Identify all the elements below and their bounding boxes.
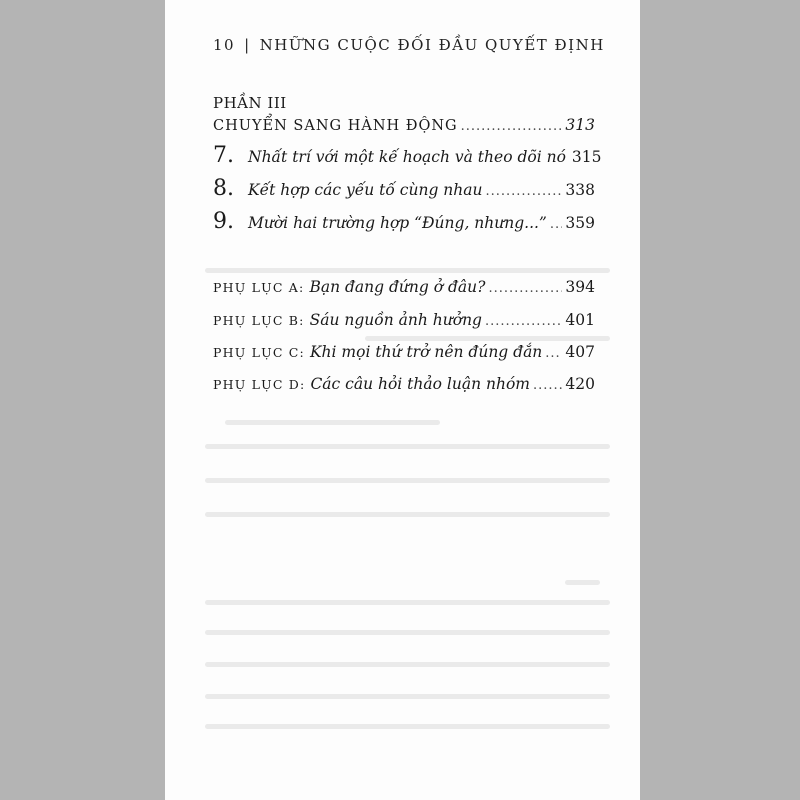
appendix-title: Các câu hỏi thảo luận nhóm bbox=[310, 375, 530, 393]
appendix-label: PHỤ LỤC A: bbox=[213, 280, 305, 295]
chapter-page: 315 bbox=[571, 148, 602, 166]
bleed-through-line bbox=[205, 512, 610, 517]
dot-leader bbox=[488, 281, 562, 296]
chapter-number: 8. bbox=[213, 176, 234, 201]
bleed-through-line bbox=[205, 268, 610, 273]
appendix-page: 407 bbox=[565, 343, 595, 361]
chapter-title: Mười hai trường hợp “Đúng, nhưng...” bbox=[248, 214, 547, 232]
header-book-title: NHỮNG CUỘC ĐỐI ĐẦU QUYẾT ĐỊNH bbox=[259, 36, 605, 54]
bleed-through-line bbox=[225, 420, 440, 425]
toc-chapter-entry bbox=[213, 211, 595, 233]
appendix-title: Khi mọi thứ trở nên đúng đắn bbox=[309, 343, 543, 361]
dot-leader bbox=[533, 378, 562, 393]
dot-leader bbox=[485, 314, 562, 329]
bleed-through-line bbox=[205, 600, 610, 605]
toc-chapter-entry bbox=[213, 143, 602, 168]
bleed-through-line bbox=[365, 336, 610, 341]
toc-part-entry bbox=[213, 116, 595, 134]
dot-leader bbox=[545, 346, 562, 361]
bleed-through-line bbox=[205, 724, 610, 729]
appendix-label: PHỤ LỤC C: bbox=[213, 345, 305, 360]
header-page-number: 10 bbox=[213, 36, 236, 54]
appendix-title: Bạn đang đứng ở đâu? bbox=[309, 278, 486, 296]
chapter-page: 359 bbox=[565, 214, 595, 232]
appendix-page: 420 bbox=[565, 375, 595, 393]
chapter-number: 7. bbox=[213, 143, 234, 168]
appendix-label: PHỤ LỤC B: bbox=[213, 313, 305, 328]
appendix-title: Sáu nguồn ảnh hưởng bbox=[309, 311, 482, 329]
appendix-page: 394 bbox=[565, 278, 595, 296]
chapter-number: 9. bbox=[213, 209, 234, 234]
toc-appendix-entry bbox=[213, 278, 595, 296]
toc-appendix-entry bbox=[213, 375, 595, 393]
chapter-title: Kết hợp các yếu tố cùng nhau bbox=[248, 181, 483, 199]
bleed-through-line bbox=[205, 662, 610, 667]
chapter-title: Nhất trí với một kế hoạch và theo dõi nó bbox=[248, 148, 566, 166]
bleed-through-line bbox=[205, 630, 610, 635]
part-label: PHẦN III bbox=[213, 94, 287, 112]
running-header bbox=[213, 36, 605, 54]
part-page: 313 bbox=[565, 116, 595, 134]
bleed-through-line bbox=[205, 478, 610, 483]
bleed-through-line bbox=[565, 580, 600, 585]
bleed-through-line bbox=[205, 694, 610, 699]
header-separator: | bbox=[244, 36, 251, 54]
part-title: CHUYỂN SANG HÀNH ĐỘNG bbox=[213, 118, 458, 134]
appendix-label: PHỤ LỤC D: bbox=[213, 377, 306, 392]
dot-leader bbox=[550, 217, 563, 232]
toc-chapter-entry bbox=[213, 178, 595, 200]
book-page bbox=[165, 0, 640, 800]
toc-appendix-entry bbox=[213, 311, 595, 329]
toc-appendix-entry bbox=[213, 343, 595, 361]
dot-leader bbox=[486, 184, 563, 199]
bleed-through-line bbox=[205, 444, 610, 449]
appendix-page: 401 bbox=[565, 311, 595, 329]
chapter-page: 338 bbox=[565, 181, 595, 199]
dot-leader bbox=[461, 119, 563, 134]
